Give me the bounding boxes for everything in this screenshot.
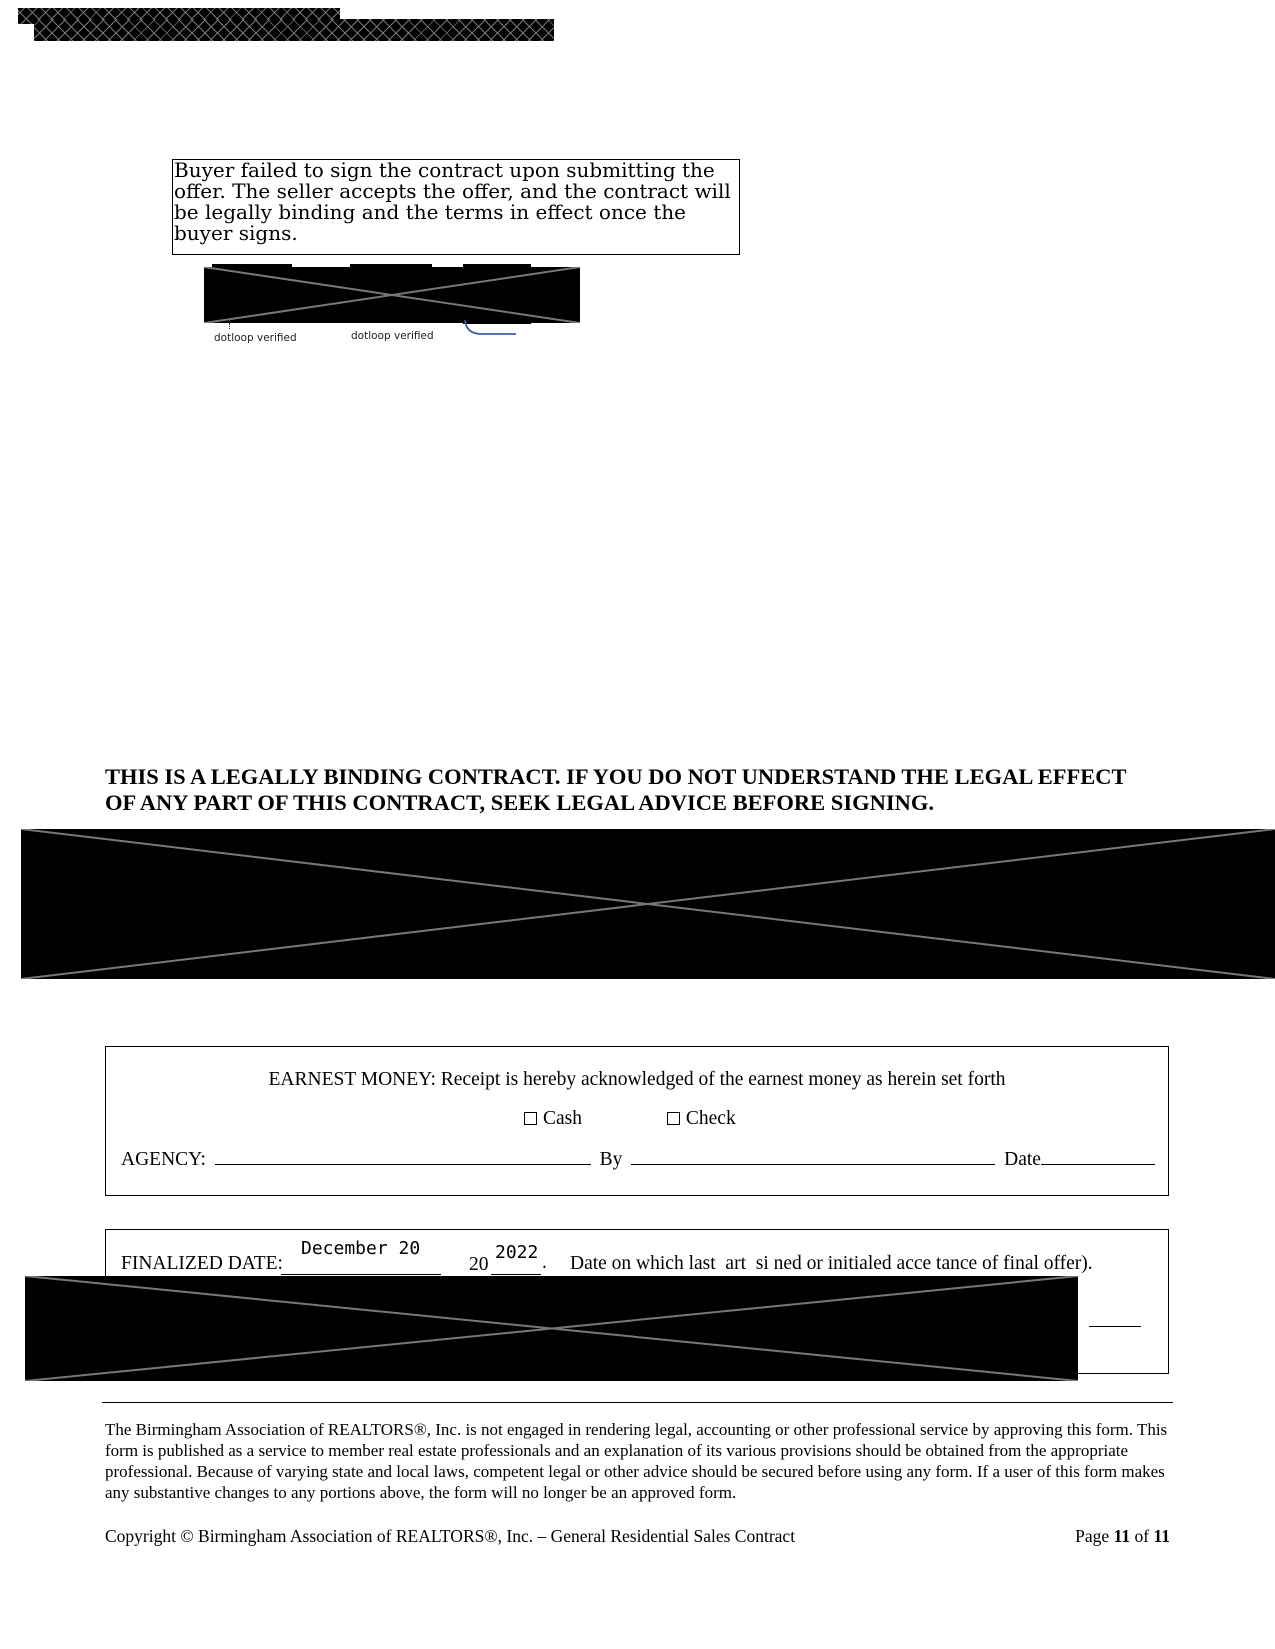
by-label: By (599, 1149, 623, 1170)
finalized-year-line (491, 1274, 541, 1275)
page-current: 11 (1113, 1526, 1131, 1546)
finalized-year-prefix: 20 (469, 1254, 489, 1275)
agency-row (121, 1146, 1155, 1171)
finalized-period: . (542, 1252, 547, 1273)
earnest-date-field[interactable] (1041, 1146, 1155, 1165)
page-prefix: Page (1075, 1526, 1110, 1546)
buyer-note-box (172, 159, 740, 255)
page-total: 11 (1153, 1526, 1170, 1546)
footer-rule (102, 1402, 1173, 1403)
date-label: Date (1004, 1149, 1041, 1170)
cash-checkbox[interactable] (524, 1112, 537, 1125)
agency-field[interactable] (215, 1146, 591, 1165)
finalized-label: FINALIZED DATE: (121, 1253, 283, 1274)
cash-option[interactable] (524, 1108, 587, 1129)
by-field[interactable] (631, 1146, 995, 1165)
finalized-year-value[interactable]: 2022 (495, 1242, 539, 1263)
dotloop-verified-label-1: dotloop verified (214, 332, 297, 344)
check-option[interactable] (667, 1108, 736, 1129)
footer-copyright: Copyright © Birmingham Association of REALTORS®, Inc. – General Residential Sales Contract (105, 1526, 796, 1546)
legal-warning (105, 764, 1185, 816)
finalized-date-value[interactable]: December 20 (301, 1238, 421, 1259)
finalized-suffix: Date on which last art si ned or initialed acce tance of final offer). (570, 1253, 1093, 1274)
page-number (1075, 1526, 1170, 1547)
payment-method-row (524, 1108, 736, 1130)
finalized-redaction (25, 1276, 1078, 1381)
finalized-extra-line (1089, 1326, 1141, 1327)
legal-warning-line-1: THIS IS A LEGALLY BINDING CONTRACT. IF YOU DO NOT UNDERSTAND THE LEGAL EFFECT (105, 764, 1127, 789)
signature-redaction (204, 267, 580, 323)
page-of: of (1134, 1526, 1150, 1546)
earnest-money-title: EARNEST MONEY: Receipt is hereby acknowledged of the earnest money as herein set forth (268, 1069, 1006, 1090)
dotloop-dot-mark (229, 323, 231, 329)
signature-underline-curve (460, 318, 520, 338)
agency-label: AGENCY: (121, 1149, 206, 1170)
footer-disclaimer: The Birmingham Association of REALTORS®, Inc. is not engaged in rendering legal, accounting or other professional service by approving this form. This form is published as a service to member real estate professionals and an explanation of its various provisions should be obtained from the appropriate professional. Because of varying state and local laws, competent legal or other advice should be secured before using any form. If a user of this form makes any substantive changes to any portions above, the form will no longer be an approved form. (105, 1420, 1168, 1502)
signature-block-redaction (21, 829, 1275, 979)
check-label: Check (685, 1108, 736, 1129)
header-redaction-bottom (34, 19, 554, 41)
buyer-note-text: Buyer failed to sign the contract upon submitting the offer. The seller accepts the offer, and the contract will be legally binding and the terms in effect once the buyer signs. (174, 158, 731, 245)
legal-warning-line-2: OF ANY PART OF THIS CONTRACT, SEEK LEGAL ADVICE BEFORE SIGNING. (105, 790, 934, 815)
finalized-date-line (281, 1274, 441, 1275)
earnest-money-box (105, 1046, 1169, 1196)
check-checkbox[interactable] (667, 1112, 680, 1125)
cash-label: Cash (543, 1108, 582, 1129)
dotloop-verified-label-2: dotloop verified (351, 330, 434, 342)
